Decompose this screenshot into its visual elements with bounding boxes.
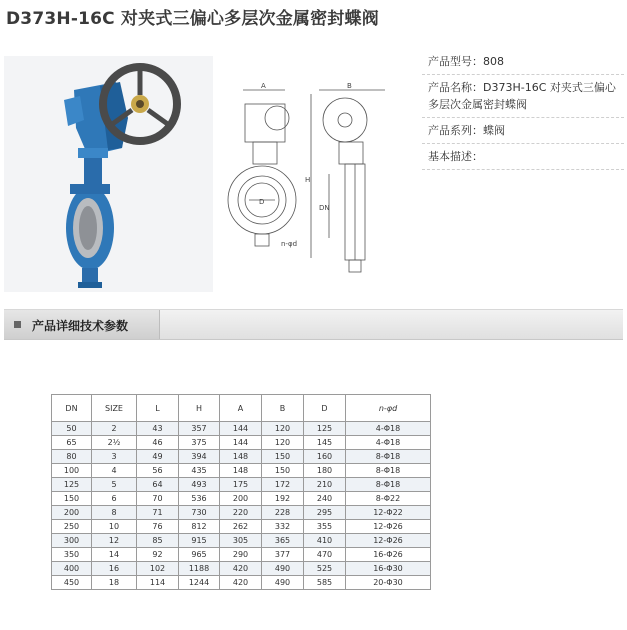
table-row	[52, 534, 431, 548]
table-row	[52, 492, 431, 506]
table-cell: 150	[262, 464, 304, 478]
table-cell: 210	[304, 478, 346, 492]
table-cell: 420	[220, 576, 262, 590]
table-row	[52, 506, 431, 520]
table-cell: 200	[52, 506, 92, 520]
product-model: 产品型号：808	[422, 49, 624, 75]
table-cell: 812	[179, 520, 220, 534]
spec-table	[51, 394, 431, 590]
table-cell: 8-Φ18	[346, 478, 431, 492]
table-cell: 377	[262, 548, 304, 562]
table-cell: 102	[137, 562, 179, 576]
table-cell: 49	[137, 450, 179, 464]
table-cell: 8-Φ18	[346, 450, 431, 464]
table-cell: 150	[52, 492, 92, 506]
table-cell: 56	[137, 464, 179, 478]
table-cell: 420	[220, 562, 262, 576]
product-photo	[4, 56, 213, 292]
table-cell: 357	[179, 422, 220, 436]
dim-dn-label: DN	[319, 204, 330, 212]
table-cell: 1188	[179, 562, 220, 576]
table-cell: 16-Φ26	[346, 548, 431, 562]
table-cell: 332	[262, 520, 304, 534]
table-cell: 228	[262, 506, 304, 520]
header-cell: A	[220, 395, 262, 422]
table-cell: 965	[179, 548, 220, 562]
table-cell: 85	[137, 534, 179, 548]
table-cell: 536	[179, 492, 220, 506]
table-cell: 290	[220, 548, 262, 562]
table-row	[52, 464, 431, 478]
table-cell: 4	[92, 464, 137, 478]
table-cell: 120	[262, 436, 304, 450]
table-cell: 300	[52, 534, 92, 548]
table-cell: 64	[137, 478, 179, 492]
table-cell: 71	[137, 506, 179, 520]
header-cell: L	[137, 395, 179, 422]
table-cell: 200	[220, 492, 262, 506]
product-name: 产品名称：D373H-16C 对夹式三偏心多层次金属密封蝶阀	[422, 75, 624, 118]
table-cell: 4-Φ18	[346, 436, 431, 450]
dim-a-label: A	[261, 82, 266, 90]
page-title: D373H-16C 对夹式三偏心多层次金属密封蝶阀	[6, 9, 379, 29]
header-cell: H	[179, 395, 220, 422]
table-cell: 470	[304, 548, 346, 562]
table-cell: 114	[137, 576, 179, 590]
table-row	[52, 576, 431, 590]
table-cell: 8	[92, 506, 137, 520]
dim-nphi-label: n-φd	[281, 240, 298, 248]
table-cell: 16	[92, 562, 137, 576]
header-cell: DN	[52, 395, 92, 422]
table-cell: 400	[52, 562, 92, 576]
table-cell: 295	[304, 506, 346, 520]
table-cell: 172	[262, 478, 304, 492]
table-cell: 1244	[179, 576, 220, 590]
table-row	[52, 548, 431, 562]
table-cell: 305	[220, 534, 262, 548]
table-cell: 148	[220, 464, 262, 478]
table-cell: 6	[92, 492, 137, 506]
table-cell: 160	[304, 450, 346, 464]
table-cell: 20-Φ30	[346, 576, 431, 590]
table-cell: 150	[262, 450, 304, 464]
table-cell: 490	[262, 562, 304, 576]
table-cell: 394	[179, 450, 220, 464]
table-cell: 180	[304, 464, 346, 478]
dim-h-label: H	[305, 176, 311, 184]
header-cell: D	[304, 395, 346, 422]
table-cell: 100	[52, 464, 92, 478]
table-cell: 375	[179, 436, 220, 450]
table-cell: 50	[52, 422, 92, 436]
table-cell: 350	[52, 548, 92, 562]
table-cell: 240	[304, 492, 346, 506]
table-cell: 125	[304, 422, 346, 436]
table-row	[52, 450, 431, 464]
table-cell: 410	[304, 534, 346, 548]
table-row	[52, 436, 431, 450]
table-cell: 2	[92, 422, 137, 436]
table-cell: 144	[220, 422, 262, 436]
table-cell: 585	[304, 576, 346, 590]
table-cell: 175	[220, 478, 262, 492]
table-cell: 46	[137, 436, 179, 450]
table-cell: 76	[137, 520, 179, 534]
table-header-row	[52, 395, 431, 422]
table-cell: 4-Φ18	[346, 422, 431, 436]
table-cell: 435	[179, 464, 220, 478]
table-cell: 525	[304, 562, 346, 576]
table-cell: 12-Φ22	[346, 506, 431, 520]
header-cell: SIZE	[92, 395, 137, 422]
table-cell: 80	[52, 450, 92, 464]
table-cell: 2½	[92, 436, 137, 450]
table-cell: 8-Φ22	[346, 492, 431, 506]
table-row	[52, 520, 431, 534]
table-cell: 16-Φ30	[346, 562, 431, 576]
table-cell: 12	[92, 534, 137, 548]
header-cell: B	[262, 395, 304, 422]
table-cell: 8-Φ18	[346, 464, 431, 478]
table-cell: 43	[137, 422, 179, 436]
table-cell: 3	[92, 450, 137, 464]
table-cell: 92	[137, 548, 179, 562]
table-cell: 493	[179, 478, 220, 492]
section-title: 产品详细技术参数	[32, 319, 129, 333]
table-cell: 915	[179, 534, 220, 548]
table-cell: 12-Φ26	[346, 520, 431, 534]
product-description: 基本描述：	[422, 144, 624, 170]
square-bullet-icon	[14, 321, 21, 328]
table-cell: 70	[137, 492, 179, 506]
technical-drawing	[215, 78, 405, 283]
table-cell: 355	[304, 520, 346, 534]
dim-b-label: B	[347, 82, 352, 90]
table-cell: 10	[92, 520, 137, 534]
product-info	[422, 49, 624, 170]
section-header-bar	[4, 309, 623, 340]
table-cell: 365	[262, 534, 304, 548]
table-cell: 148	[220, 450, 262, 464]
table-body	[52, 422, 431, 590]
product-series: 产品系列：蝶阀	[422, 118, 624, 144]
table-cell: 220	[220, 506, 262, 520]
table-cell: 145	[304, 436, 346, 450]
table-cell: 12-Φ26	[346, 534, 431, 548]
table-cell: 730	[179, 506, 220, 520]
table-cell: 490	[262, 576, 304, 590]
table-row	[52, 562, 431, 576]
header-cell: n-φd	[346, 395, 431, 422]
table-cell: 65	[52, 436, 92, 450]
table-row	[52, 422, 431, 436]
table-cell: 144	[220, 436, 262, 450]
table-cell: 18	[92, 576, 137, 590]
table-cell: 14	[92, 548, 137, 562]
table-cell: 450	[52, 576, 92, 590]
table-cell: 262	[220, 520, 262, 534]
table-cell: 120	[262, 422, 304, 436]
table-row	[52, 478, 431, 492]
table-cell: 5	[92, 478, 137, 492]
table-cell: 192	[262, 492, 304, 506]
table-cell: 250	[52, 520, 92, 534]
section-tab	[4, 310, 160, 339]
dim-d-label: D	[259, 198, 265, 206]
table-cell: 125	[52, 478, 92, 492]
